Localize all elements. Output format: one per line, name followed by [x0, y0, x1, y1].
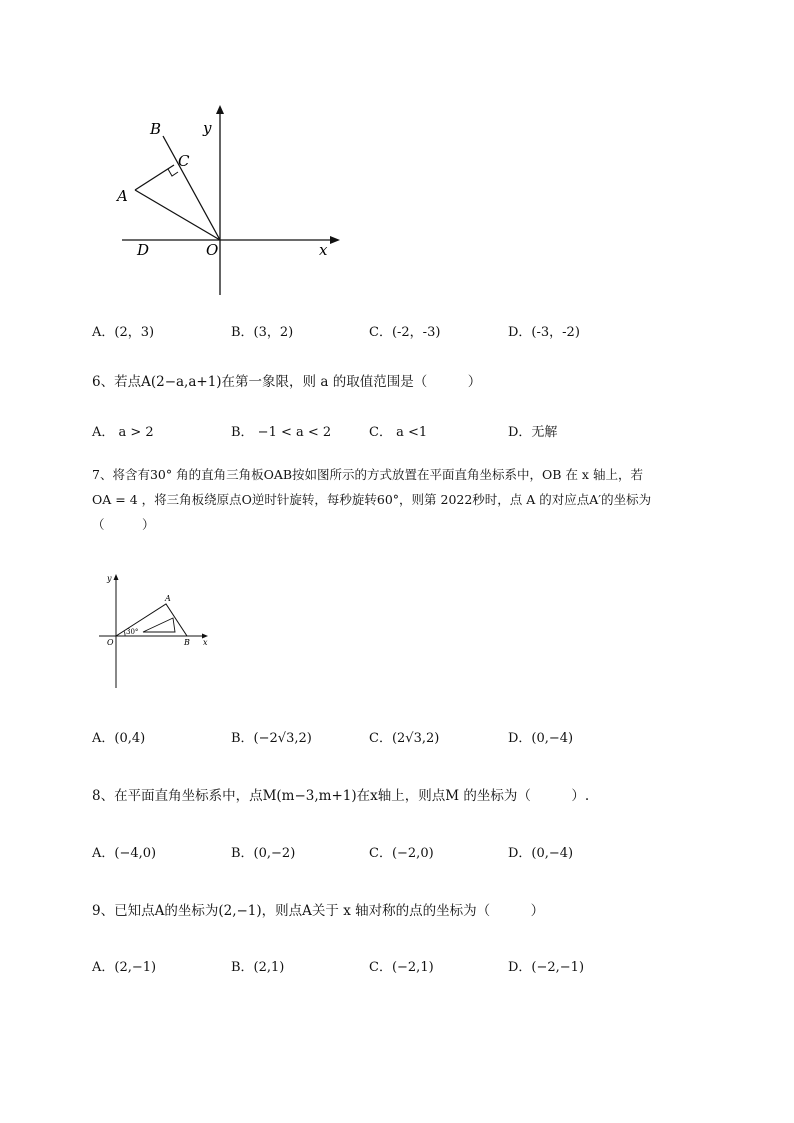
q6-option-d[interactable]: D．无解	[508, 425, 558, 440]
q8-stem: 8、在平面直角坐标系中，点M(m−3,m+1)在x轴上，则点M 的坐标为（ ）.	[92, 788, 590, 804]
q7-stem-line-3: （ ）	[92, 517, 155, 532]
q9-option-b[interactable]: B．(2,1)	[231, 960, 285, 975]
q7-option-c[interactable]: C．(2√3,2)	[369, 731, 440, 746]
label-O: O	[206, 241, 219, 259]
q8-option-b[interactable]: B．(0,−2)	[231, 846, 296, 861]
fig2-label-angle: 30°	[126, 628, 139, 636]
figure-2-triangle-diagram	[95, 570, 215, 695]
fig2-label-y: y	[107, 574, 112, 583]
q5-option-c[interactable]: C．(-2，-3)	[369, 325, 441, 340]
label-y: y	[203, 119, 212, 137]
q5-option-b[interactable]: B．(3，2)	[231, 325, 294, 340]
q7-option-a[interactable]: A．(0,4)	[92, 731, 146, 746]
label-A: A	[117, 187, 128, 205]
q8-option-a[interactable]: A．(−4,0)	[92, 846, 157, 861]
fig2-label-B: B	[184, 638, 190, 647]
q6-option-a[interactable]: A． a > 2	[92, 425, 154, 440]
q5-option-a[interactable]: A．(2，3)	[92, 325, 155, 340]
q7-stem-line-2: OA = 4 ，将三角板绕原点O逆时针旋转，每秒旋转60°，则第 2022秒时，点 A 的对应点A′的坐标为	[92, 492, 652, 507]
q7-stem-line-1: 7、将含有30° 角的直角三角板OAB按如图所示的方式放置在平面直角坐标系中，OB 在 x 轴上，若	[92, 467, 643, 482]
q9-option-a[interactable]: A．(2,−1)	[92, 960, 157, 975]
q9-option-c[interactable]: C．(−2,1)	[369, 960, 434, 975]
label-B: B	[150, 120, 162, 138]
label-x: x	[319, 241, 328, 259]
q7-option-d[interactable]: D．(0,−4)	[508, 731, 574, 746]
label-C: C	[178, 152, 190, 170]
q9-option-d[interactable]: D．(−2,−1)	[508, 960, 585, 975]
q6-stem: 6、若点A(2−a,a+1)在第一象限，则 a 的取值范围是（ ）	[92, 374, 482, 390]
q5-option-d[interactable]: D．(-3，-2)	[508, 325, 580, 340]
q6-option-c[interactable]: C． a <1	[369, 425, 428, 440]
fig2-label-O: O	[107, 638, 114, 647]
q7-option-b[interactable]: B．(−2√3,2)	[231, 731, 312, 746]
q9-stem: 9、已知点A的坐标为(2,−1)，则点A关于 x 轴对称的点的坐标为（ ）	[92, 903, 545, 919]
figure-1-coordinate-diagram	[110, 100, 350, 300]
q8-option-d[interactable]: D．(0,−4)	[508, 846, 574, 861]
label-D: D	[137, 241, 150, 259]
fig2-label-A: A	[165, 594, 171, 603]
fig2-label-x: x	[203, 638, 208, 647]
q6-option-b[interactable]: B． −1 < a < 2	[231, 425, 332, 440]
q8-option-c[interactable]: C．(−2,0)	[369, 846, 434, 861]
